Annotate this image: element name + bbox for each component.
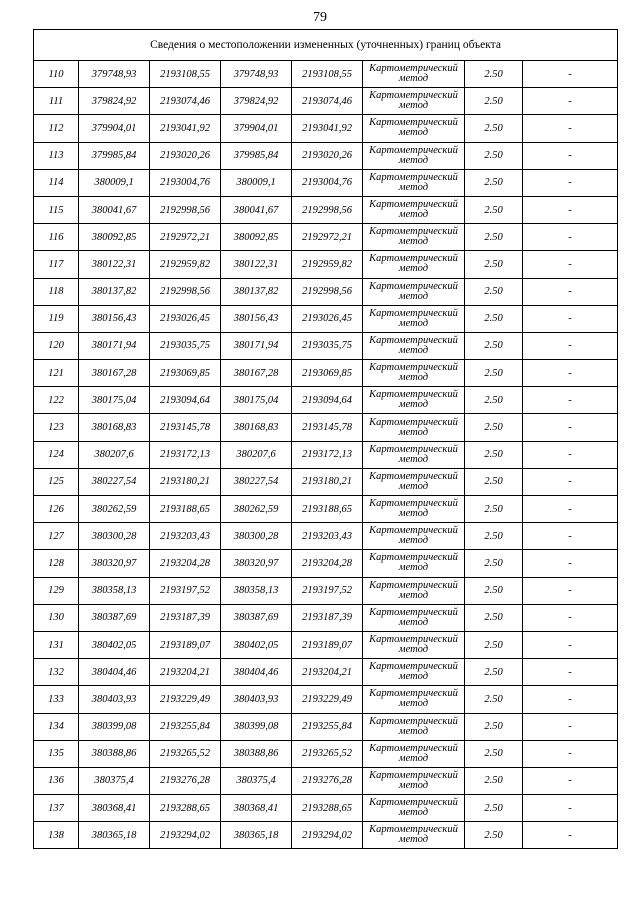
method-cell: Картометрический метод [363, 604, 465, 631]
method-cell: Картометрический метод [363, 631, 465, 658]
point-number-cell: 112 [34, 115, 79, 142]
existing-y-cell: 2193026,45 [150, 305, 221, 332]
point-number-cell: 113 [34, 142, 79, 169]
accuracy-cell: 2.50 [465, 142, 523, 169]
refined-x-cell: 380122,31 [221, 251, 292, 278]
refined-x-cell: 380262,59 [221, 496, 292, 523]
refined-y-cell: 2193265,52 [292, 740, 363, 767]
existing-y-cell: 2193276,28 [150, 767, 221, 794]
accuracy-cell: 2.50 [465, 88, 523, 115]
note-cell: - [523, 686, 618, 713]
refined-x-cell: 380358,13 [221, 577, 292, 604]
note-cell: - [523, 795, 618, 822]
existing-x-cell: 380399,08 [79, 713, 150, 740]
refined-x-cell: 380368,41 [221, 795, 292, 822]
existing-y-cell: 2193255,84 [150, 713, 221, 740]
refined-y-cell: 2193188,65 [292, 496, 363, 523]
table-row [34, 61, 618, 88]
method-cell: Картометрический метод [363, 278, 465, 305]
accuracy-cell: 2.50 [465, 795, 523, 822]
refined-y-cell: 2193035,75 [292, 332, 363, 359]
note-cell: - [523, 659, 618, 686]
point-number-cell: 120 [34, 332, 79, 359]
existing-x-cell: 380358,13 [79, 577, 150, 604]
point-number-cell: 126 [34, 496, 79, 523]
existing-x-cell: 380137,82 [79, 278, 150, 305]
refined-x-cell: 380375,4 [221, 767, 292, 794]
refined-x-cell: 380009,1 [221, 169, 292, 196]
note-cell: - [523, 822, 618, 849]
existing-x-cell: 380388,86 [79, 740, 150, 767]
existing-y-cell: 2193288,65 [150, 795, 221, 822]
table-row [34, 604, 618, 631]
existing-y-cell: 2193041,92 [150, 115, 221, 142]
existing-y-cell: 2193172,13 [150, 441, 221, 468]
refined-x-cell: 380227,54 [221, 468, 292, 495]
refined-x-cell: 379904,01 [221, 115, 292, 142]
accuracy-cell: 2.50 [465, 468, 523, 495]
table-row [34, 251, 618, 278]
table-row [34, 550, 618, 577]
point-number-cell: 124 [34, 441, 79, 468]
existing-y-cell: 2193229,49 [150, 686, 221, 713]
refined-y-cell: 2193255,84 [292, 713, 363, 740]
accuracy-cell: 2.50 [465, 387, 523, 414]
existing-y-cell: 2192998,56 [150, 278, 221, 305]
note-cell: - [523, 61, 618, 88]
refined-x-cell: 380300,28 [221, 523, 292, 550]
table-row [34, 387, 618, 414]
accuracy-cell: 2.50 [465, 713, 523, 740]
accuracy-cell: 2.50 [465, 61, 523, 88]
refined-x-cell: 380168,83 [221, 414, 292, 441]
existing-y-cell: 2192959,82 [150, 251, 221, 278]
note-cell: - [523, 414, 618, 441]
existing-x-cell: 379748,93 [79, 61, 150, 88]
note-cell: - [523, 142, 618, 169]
existing-y-cell: 2193145,78 [150, 414, 221, 441]
method-cell: Картометрический метод [363, 713, 465, 740]
page-number: 79 [313, 10, 327, 25]
method-cell: Картометрический метод [363, 88, 465, 115]
refined-x-cell: 380171,94 [221, 332, 292, 359]
note-cell: - [523, 550, 618, 577]
refined-x-cell: 380403,93 [221, 686, 292, 713]
refined-x-cell: 380175,04 [221, 387, 292, 414]
point-number-cell: 133 [34, 686, 79, 713]
table-row [34, 767, 618, 794]
note-cell: - [523, 169, 618, 196]
point-number-cell: 127 [34, 523, 79, 550]
accuracy-cell: 2.50 [465, 550, 523, 577]
method-cell: Картометрический метод [363, 115, 465, 142]
refined-y-cell: 2192959,82 [292, 251, 363, 278]
existing-x-cell: 380171,94 [79, 332, 150, 359]
existing-x-cell: 379824,92 [79, 88, 150, 115]
point-number-cell: 122 [34, 387, 79, 414]
point-number-cell: 125 [34, 468, 79, 495]
refined-x-cell: 379748,93 [221, 61, 292, 88]
accuracy-cell: 2.50 [465, 224, 523, 251]
refined-x-cell: 380365,18 [221, 822, 292, 849]
refined-y-cell: 2193276,28 [292, 767, 363, 794]
refined-y-cell: 2193069,85 [292, 360, 363, 387]
existing-x-cell: 380300,28 [79, 523, 150, 550]
refined-x-cell: 380320,97 [221, 550, 292, 577]
note-cell: - [523, 251, 618, 278]
existing-x-cell: 380320,97 [79, 550, 150, 577]
refined-x-cell: 380402,05 [221, 631, 292, 658]
refined-x-cell: 379824,92 [221, 88, 292, 115]
existing-y-cell: 2193004,76 [150, 169, 221, 196]
existing-x-cell: 380404,46 [79, 659, 150, 686]
table-row [34, 523, 618, 550]
refined-y-cell: 2193041,92 [292, 115, 363, 142]
method-cell: Картометрический метод [363, 305, 465, 332]
refined-x-cell: 380404,46 [221, 659, 292, 686]
method-cell: Картометрический метод [363, 61, 465, 88]
table-row [34, 196, 618, 223]
refined-y-cell: 2193294,02 [292, 822, 363, 849]
refined-y-cell: 2193074,46 [292, 88, 363, 115]
refined-x-cell: 380207,6 [221, 441, 292, 468]
point-number-cell: 135 [34, 740, 79, 767]
table-row [34, 115, 618, 142]
point-number-cell: 132 [34, 659, 79, 686]
method-cell: Картометрический метод [363, 224, 465, 251]
accuracy-cell: 2.50 [465, 332, 523, 359]
refined-y-cell: 2193180,21 [292, 468, 363, 495]
point-number-cell: 119 [34, 305, 79, 332]
accuracy-cell: 2.50 [465, 115, 523, 142]
note-cell: - [523, 496, 618, 523]
existing-x-cell: 379985,84 [79, 142, 150, 169]
existing-x-cell: 380009,1 [79, 169, 150, 196]
table-caption: Сведения о местоположении измененных (уточненных) границ объекта [34, 30, 618, 61]
table-row [34, 631, 618, 658]
existing-y-cell: 2192998,56 [150, 196, 221, 223]
existing-y-cell: 2193094,64 [150, 387, 221, 414]
accuracy-cell: 2.50 [465, 196, 523, 223]
point-number-cell: 117 [34, 251, 79, 278]
existing-x-cell: 380375,4 [79, 767, 150, 794]
method-cell: Картометрический метод [363, 332, 465, 359]
table-row [34, 795, 618, 822]
refined-y-cell: 2193145,78 [292, 414, 363, 441]
point-number-cell: 131 [34, 631, 79, 658]
note-cell: - [523, 115, 618, 142]
accuracy-cell: 2.50 [465, 604, 523, 631]
point-number-cell: 121 [34, 360, 79, 387]
table-row [34, 88, 618, 115]
note-cell: - [523, 196, 618, 223]
existing-y-cell: 2193074,46 [150, 88, 221, 115]
refined-y-cell: 2193203,43 [292, 523, 363, 550]
existing-y-cell: 2193020,26 [150, 142, 221, 169]
note-cell: - [523, 468, 618, 495]
method-cell: Картометрический метод [363, 795, 465, 822]
refined-y-cell: 2193004,76 [292, 169, 363, 196]
refined-y-cell: 2193108,55 [292, 61, 363, 88]
accuracy-cell: 2.50 [465, 659, 523, 686]
method-cell: Картометрический метод [363, 740, 465, 767]
existing-y-cell: 2193204,21 [150, 659, 221, 686]
table-row [34, 740, 618, 767]
table-row [34, 686, 618, 713]
point-number-cell: 130 [34, 604, 79, 631]
refined-x-cell: 380137,82 [221, 278, 292, 305]
accuracy-cell: 2.50 [465, 767, 523, 794]
method-cell: Картометрический метод [363, 360, 465, 387]
coordinates-sheet [33, 29, 617, 849]
accuracy-cell: 2.50 [465, 360, 523, 387]
point-number-cell: 123 [34, 414, 79, 441]
note-cell: - [523, 305, 618, 332]
table-row [34, 305, 618, 332]
table-row [34, 822, 618, 849]
table-row [34, 577, 618, 604]
existing-x-cell: 380365,18 [79, 822, 150, 849]
point-number-cell: 118 [34, 278, 79, 305]
refined-x-cell: 380387,69 [221, 604, 292, 631]
method-cell: Картометрический метод [363, 523, 465, 550]
existing-y-cell: 2193189,07 [150, 631, 221, 658]
existing-x-cell: 380207,6 [79, 441, 150, 468]
method-cell: Картометрический метод [363, 496, 465, 523]
refined-x-cell: 380092,85 [221, 224, 292, 251]
existing-y-cell: 2193108,55 [150, 61, 221, 88]
method-cell: Картометрический метод [363, 468, 465, 495]
method-cell: Картометрический метод [363, 251, 465, 278]
table-row [34, 414, 618, 441]
method-cell: Картометрический метод [363, 387, 465, 414]
existing-y-cell: 2193197,52 [150, 577, 221, 604]
accuracy-cell: 2.50 [465, 523, 523, 550]
refined-x-cell: 380041,67 [221, 196, 292, 223]
existing-y-cell: 2193265,52 [150, 740, 221, 767]
refined-y-cell: 2193187,39 [292, 604, 363, 631]
note-cell: - [523, 360, 618, 387]
refined-x-cell: 379985,84 [221, 142, 292, 169]
method-cell: Картометрический метод [363, 577, 465, 604]
refined-y-cell: 2193020,26 [292, 142, 363, 169]
method-cell: Картометрический метод [363, 196, 465, 223]
accuracy-cell: 2.50 [465, 577, 523, 604]
refined-y-cell: 2193189,07 [292, 631, 363, 658]
refined-y-cell: 2193204,28 [292, 550, 363, 577]
accuracy-cell: 2.50 [465, 251, 523, 278]
method-cell: Картометрический метод [363, 659, 465, 686]
existing-x-cell: 380167,28 [79, 360, 150, 387]
point-number-cell: 138 [34, 822, 79, 849]
refined-y-cell: 2193229,49 [292, 686, 363, 713]
table-row [34, 332, 618, 359]
existing-x-cell: 380402,05 [79, 631, 150, 658]
accuracy-cell: 2.50 [465, 305, 523, 332]
table-row [34, 713, 618, 740]
note-cell: - [523, 713, 618, 740]
accuracy-cell: 2.50 [465, 169, 523, 196]
table-row [34, 441, 618, 468]
table-row [34, 278, 618, 305]
table-row [34, 659, 618, 686]
existing-x-cell: 380368,41 [79, 795, 150, 822]
method-cell: Картометрический метод [363, 686, 465, 713]
existing-x-cell: 380092,85 [79, 224, 150, 251]
refined-x-cell: 380167,28 [221, 360, 292, 387]
existing-y-cell: 2193180,21 [150, 468, 221, 495]
point-number-cell: 137 [34, 795, 79, 822]
existing-y-cell: 2193069,85 [150, 360, 221, 387]
method-cell: Картометрический метод [363, 767, 465, 794]
note-cell: - [523, 631, 618, 658]
accuracy-cell: 2.50 [465, 740, 523, 767]
existing-y-cell: 2193187,39 [150, 604, 221, 631]
accuracy-cell: 2.50 [465, 414, 523, 441]
point-number-cell: 114 [34, 169, 79, 196]
table-row [34, 496, 618, 523]
note-cell: - [523, 740, 618, 767]
method-cell: Картометрический метод [363, 142, 465, 169]
note-cell: - [523, 441, 618, 468]
refined-y-cell: 2192998,56 [292, 278, 363, 305]
method-cell: Картометрический метод [363, 169, 465, 196]
point-number-cell: 110 [34, 61, 79, 88]
refined-x-cell: 380399,08 [221, 713, 292, 740]
existing-x-cell: 380122,31 [79, 251, 150, 278]
accuracy-cell: 2.50 [465, 496, 523, 523]
existing-x-cell: 380168,83 [79, 414, 150, 441]
table-row [34, 468, 618, 495]
note-cell: - [523, 767, 618, 794]
point-number-cell: 116 [34, 224, 79, 251]
accuracy-cell: 2.50 [465, 278, 523, 305]
method-cell: Картометрический метод [363, 441, 465, 468]
refined-y-cell: 2192972,21 [292, 224, 363, 251]
existing-y-cell: 2193203,43 [150, 523, 221, 550]
accuracy-cell: 2.50 [465, 686, 523, 713]
point-number-cell: 136 [34, 767, 79, 794]
accuracy-cell: 2.50 [465, 822, 523, 849]
existing-x-cell: 380227,54 [79, 468, 150, 495]
boundary-table [33, 29, 618, 849]
table-row [34, 169, 618, 196]
accuracy-cell: 2.50 [465, 441, 523, 468]
existing-y-cell: 2193035,75 [150, 332, 221, 359]
refined-y-cell: 2193197,52 [292, 577, 363, 604]
existing-x-cell: 379904,01 [79, 115, 150, 142]
refined-y-cell: 2193288,65 [292, 795, 363, 822]
table-row [34, 224, 618, 251]
note-cell: - [523, 332, 618, 359]
refined-y-cell: 2193094,64 [292, 387, 363, 414]
note-cell: - [523, 604, 618, 631]
existing-y-cell: 2193294,02 [150, 822, 221, 849]
method-cell: Картометрический метод [363, 414, 465, 441]
refined-y-cell: 2192998,56 [292, 196, 363, 223]
table-row [34, 142, 618, 169]
method-cell: Картометрический метод [363, 550, 465, 577]
table-row [34, 360, 618, 387]
note-cell: - [523, 577, 618, 604]
note-cell: - [523, 523, 618, 550]
note-cell: - [523, 224, 618, 251]
refined-y-cell: 2193204,21 [292, 659, 363, 686]
refined-y-cell: 2193172,13 [292, 441, 363, 468]
point-number-cell: 129 [34, 577, 79, 604]
existing-y-cell: 2193188,65 [150, 496, 221, 523]
note-cell: - [523, 88, 618, 115]
existing-y-cell: 2192972,21 [150, 224, 221, 251]
existing-x-cell: 380403,93 [79, 686, 150, 713]
existing-x-cell: 380041,67 [79, 196, 150, 223]
existing-x-cell: 380262,59 [79, 496, 150, 523]
point-number-cell: 134 [34, 713, 79, 740]
refined-x-cell: 380156,43 [221, 305, 292, 332]
existing-y-cell: 2193204,28 [150, 550, 221, 577]
refined-x-cell: 380388,86 [221, 740, 292, 767]
existing-x-cell: 380156,43 [79, 305, 150, 332]
method-cell: Картометрический метод [363, 822, 465, 849]
existing-x-cell: 380175,04 [79, 387, 150, 414]
accuracy-cell: 2.50 [465, 631, 523, 658]
point-number-cell: 115 [34, 196, 79, 223]
note-cell: - [523, 278, 618, 305]
point-number-cell: 111 [34, 88, 79, 115]
existing-x-cell: 380387,69 [79, 604, 150, 631]
point-number-cell: 128 [34, 550, 79, 577]
note-cell: - [523, 387, 618, 414]
refined-y-cell: 2193026,45 [292, 305, 363, 332]
